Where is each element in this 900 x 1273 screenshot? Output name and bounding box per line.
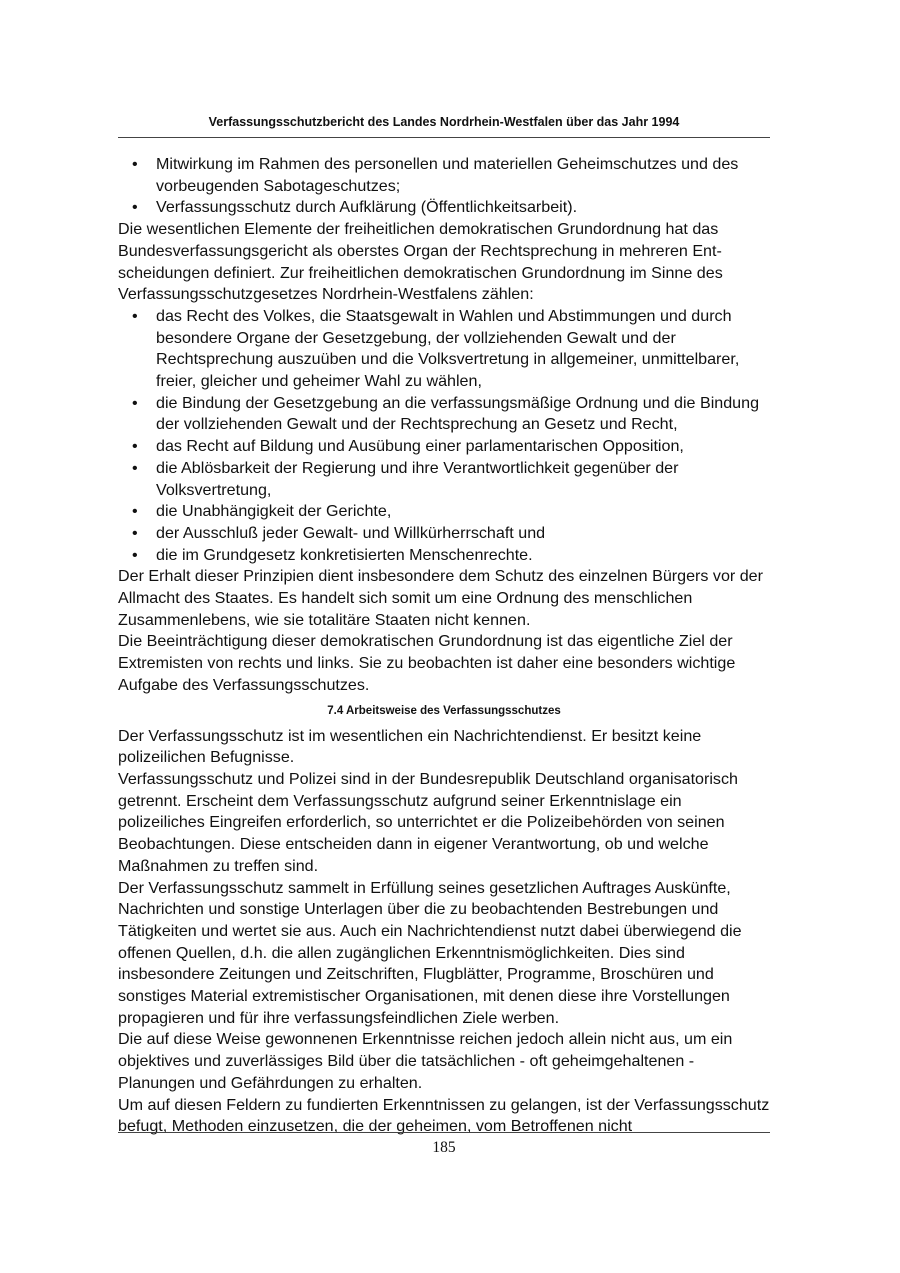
paragraph: Der Verfassungsschutz sammelt in Erfüllung seines gesetzlichen Auftrages Auskünfte, Nachrichten und sonstige Unterlagen über die zu beobachtenden Bestrebungen und Tätigkeiten und wertet sie aus. Auch ein Nachrichtendienst nutzt dabei überwiegend die offenen Quellen, d.h. die allen zugänglichen Erkenntnismöglichkeiten. Dies sind insbesondere Zeitungen und Zeitschriften, Flugblätter, Programme, Broschüren und sonstiges Material extremistischer Organisationen, mit denen diese ihre Vorstellungen propagieren und für ihre verfassungsfeindlichen Ziele werben. (118, 878, 742, 1027)
list-item: • Mitwirkung im Rahmen des personellen und materiellen Geheimschutzes und des vorbeugenden Sabotageschutzes; (118, 154, 770, 197)
header-rule (118, 137, 770, 138)
list-item: • das Recht auf Bildung und Ausübung einer parlamentarischen Opposition, (118, 436, 770, 458)
list-item: • das Recht des Volkes, die Staatsgewalt in Wahlen und Abstimmungen und durch besondere Organe der Gesetzgebung, der vollziehenden Gewalt und der Rechtsprechung auszuüben und die Volksvertretung in allgemeiner, unmittelbarer, freier, gleicher und geheimer Wahl zu wählen, (118, 306, 770, 393)
paragraph: Die Beeinträchtigung dieser demokratischen Grundordnung ist das eigentliche Ziel der Extremisten von rechts und links. Sie zu beobachten ist daher eine besonders wichtige Aufgabe des Verfassungsschutzes. (118, 632, 736, 694)
bullet-list-principles (118, 306, 770, 566)
running-header: Verfassungsschutzbericht des Landes Nordrhein-Westfalen über das Jahr 1994 (208, 115, 680, 129)
paragraph: Der Erhalt dieser Prinzipien dient insbesondere dem Schutz des einzelnen Bürgers vor der Allmacht des Staates. Es handelt sich somit um eine Ordnung des menschlichen Zusammenlebens, wie sie totalitäre Staaten nicht kennen. (118, 567, 763, 629)
list-item: • die Unabhängigkeit der Gerichte, (118, 501, 770, 523)
list-item: • Verfassungsschutz durch Aufklärung (Öffentlichkeitsarbeit). (118, 197, 770, 219)
paragraph: Die wesentlichen Elemente der freiheitlichen demokratischen Grundordnung hat das Bundesverfassungsgericht als oberstes Organ der Rechtsprechung in mehreren Entscheidungen definiert. Zur freiheitlichen demokratischen Grundordnung im Sinne des Verfassungsschutzgesetzes Nordrhein-Westfalens zählen: (118, 220, 723, 304)
list-item: • die Ablösbarkeit der Regierung und ihre Verantwortlichkeit gegenüber der Volksvertretung, (118, 458, 770, 501)
page-body (118, 154, 770, 1138)
section-heading: 7.4 Arbeitsweise des Verfassungsschutzes (327, 704, 561, 717)
list-item: • der Ausschluß jeder Gewalt- und Willkürherrschaft und (118, 523, 770, 545)
paragraph: Verfassungsschutz und Polizei sind in der Bundesrepublik Deutschland organisatorisch getrennt. Erscheint dem Verfassungsschutz aufgrund seiner Erkenntnislage ein polizeiliches Eingreifen erforderlich, so unterrichtet er die Polizeibehörden von seinen Beobachtungen. Diese entscheiden dann in eigener Verantwortung, ob und welche Maßnahmen zu treffen sind. (118, 769, 738, 875)
paragraph: Um auf diesen Feldern zu fundierten Erkenntnissen zu gelangen, ist der Verfassungsschutz befugt, Methoden einzusetzen, die der geheimen, vom Betroffenen nicht (118, 1095, 770, 1136)
list-item: • die im Grundgesetz konkretisierten Menschenrechte. (118, 545, 770, 567)
paragraph: Der Verfassungsschutz ist im wesentlichen ein Nachrichtendienst. Er besitzt keine polizeilichen Befugnisse. (118, 726, 702, 767)
bullet-list-top (118, 154, 770, 219)
list-item: • die Bindung der Gesetzgebung an die verfassungsmäßige Ordnung und die Bindung der vollziehenden Gewalt und der Rechtsprechung an Gesetz und Recht, (118, 393, 770, 436)
paragraph: Die auf diese Weise gewonnenen Erkenntnisse reichen jedoch allein nicht aus, um ein objektives und zuverlässiges Bild über die tatsächlichen - oft geheimgehaltenen - Planungen und Gefährdungen zu erhalten. (118, 1030, 733, 1092)
footer-rule (118, 1132, 770, 1133)
page-number: 185 (432, 1139, 456, 1156)
